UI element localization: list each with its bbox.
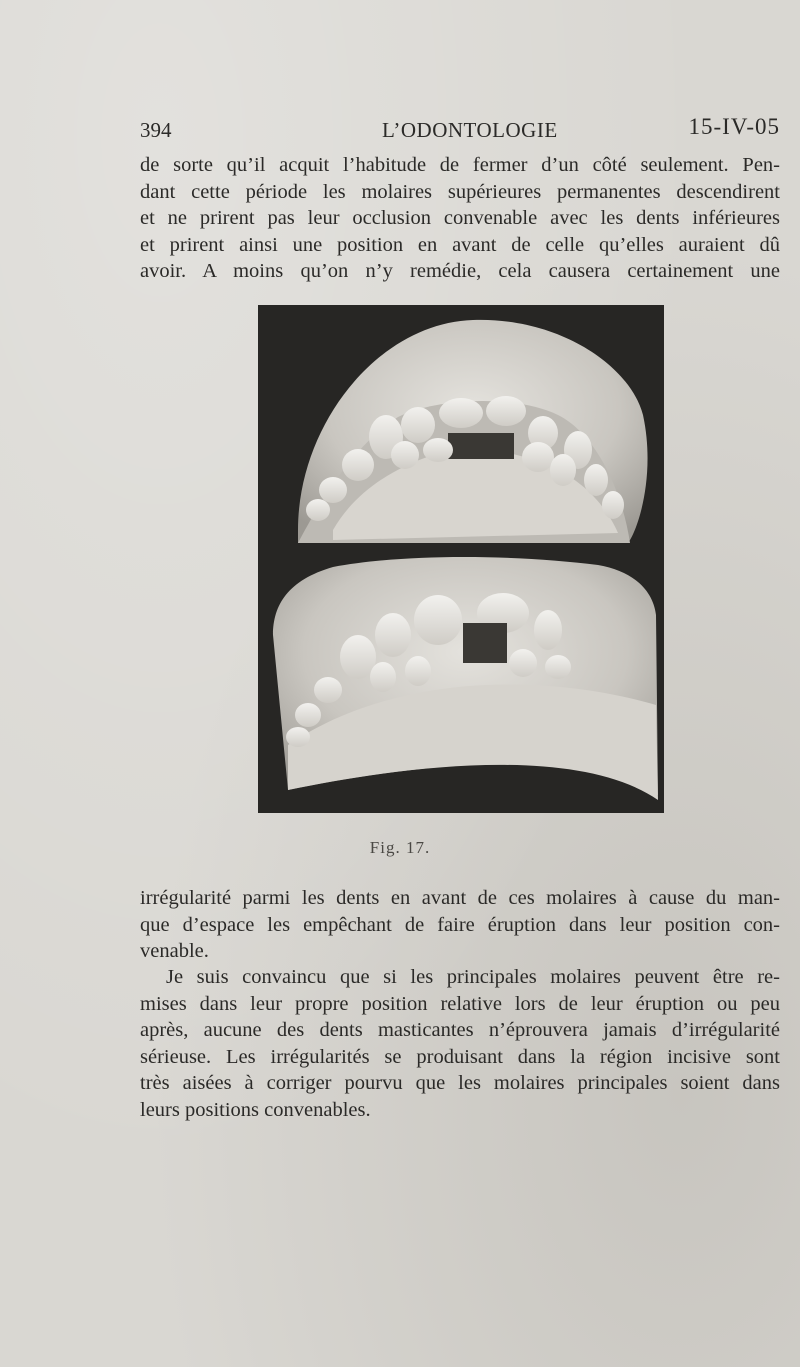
- text-line: et ne prirent pas leur occlusion convenable avec les dents inférieures: [140, 207, 780, 229]
- text-line: Je suis convaincu que si les principales molaires peuvent être re-: [166, 966, 780, 988]
- figure-caption: Fig. 17.: [369, 838, 431, 857]
- text-line: très aisées à corriger pourvu que les molaires principales soient dans: [140, 1072, 780, 1094]
- paragraph-1: [140, 152, 780, 285]
- paragraph-3: [140, 964, 780, 1123]
- lower-cast: [273, 557, 658, 800]
- text-line: dant cette période les molaires supérieures permanentes descendirent: [140, 180, 780, 203]
- text-line: venable.: [140, 940, 209, 962]
- running-title: L’ODONTOLOGIE: [382, 118, 558, 142]
- page-number: 394: [140, 118, 172, 142]
- paragraph-2: [140, 885, 780, 965]
- text-line: avoir. A moins qu’on n’y remédie, cela causera certainement une: [140, 260, 780, 282]
- text-line: leurs positions convenables.: [140, 1098, 371, 1121]
- text-line: et prirent ainsi une position en avant de celle qu’elles auraient dû: [140, 233, 780, 256]
- dental-cast-photograph: [258, 305, 664, 813]
- text-line: de sorte qu’il acquit l’habitude de fermer d’un côté seulement. Pen-: [140, 154, 780, 176]
- text-line: mises dans leur propre position relative lors de leur éruption ou peu: [140, 992, 780, 1015]
- page-header: [140, 114, 780, 150]
- text-line: que d’espace les empêchant de faire éruption dans leur position con-: [140, 913, 780, 936]
- text-line: après, aucune des dents masticantes n’éprouvera jamais d’irrégularité: [140, 1019, 780, 1041]
- text-line: irrégularité parmi les dents en avant de ces molaires à cause du man-: [140, 887, 780, 909]
- issue-date: 15-IV-05: [688, 114, 780, 139]
- text-line: sérieuse. Les irrégularités se produisant dans la région incisive sont: [140, 1045, 780, 1068]
